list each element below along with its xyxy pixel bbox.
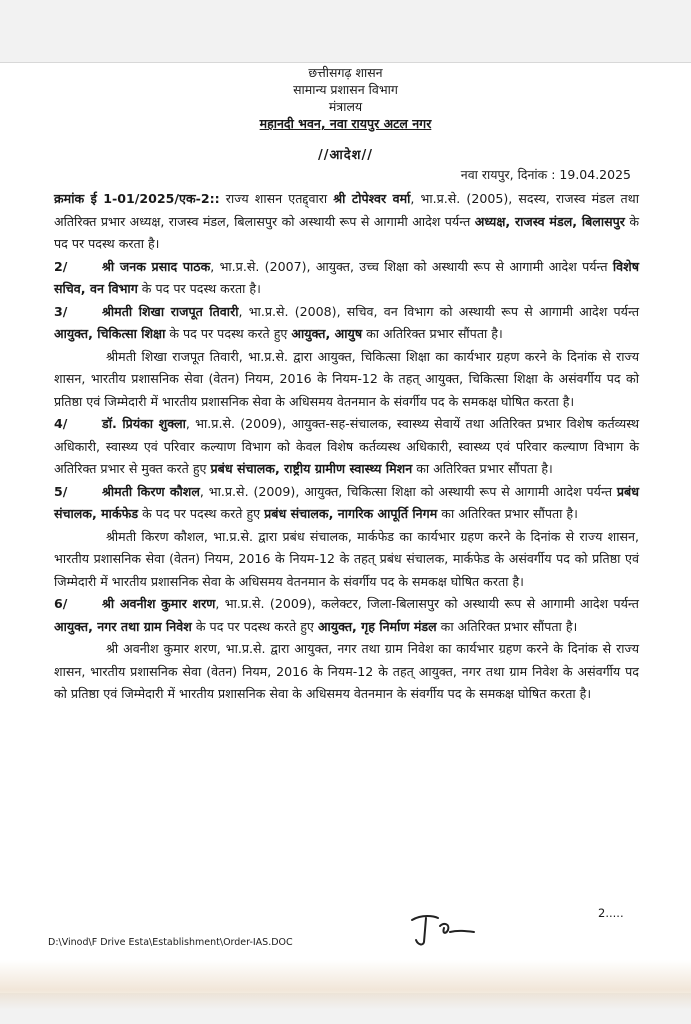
additional-charge: आयुक्त, गृह निर्माण मंडल — [317, 618, 437, 634]
officer-name: श्रीमती शिखा राजपूत तिवारी — [102, 303, 239, 319]
officer-name: डॉ. प्रियंका शुक्ला — [102, 416, 186, 431]
officer-name: श्री जनक प्रसाद पाठक — [102, 258, 211, 274]
order-number: क्रमांक ई 1-01/2025/एक-2:: — [54, 191, 220, 206]
paragraph-3: 3/ श्रीमती शिखा राजपूत तिवारी, भा.प्र.से. (2008), सचिव, वन विभाग को अस्थायी रूप से आगामी आदेश पर्यन्त आयुक्त, चिकित्सा शिक्षा के पद पर पदस्थ करते हुए आयुक्त, आयुष का अतिरिक्त प्रभार सौंपता है। — [54, 301, 639, 346]
officer-name: श्रीमती किरण कौशल — [102, 483, 200, 499]
page-bottom-edge — [0, 960, 691, 1010]
paragraph-5: 5/ श्रीमती किरण कौशल, भा.प्र.से. (2009), आयुक्त, चिकित्सा शिक्षा को अस्थायी रूप से आगामी आदेश पर्यन्त प्रबंध संचालक, मार्कफेड के पद पर पदस्थ करते हुए प्रबंध संचालक, नागरिक आपूर्ति निगम का अतिरिक्त प्रभार सौंपता है। — [54, 481, 639, 526]
next-page-marker: 2..... — [598, 906, 624, 920]
officer-name: श्री अवनीश कुमार शरण — [102, 596, 216, 611]
new-post: आयुक्त, नगर तथा ग्राम निवेश — [54, 618, 192, 634]
paragraph-1: क्रमांक ई 1-01/2025/एक-2:: राज्य शासन एतद्द्वारा श्री टोपेश्वर वर्मा, भा.प्र.से. (2005), सदस्य, राजस्व मंडल तथा अतिरिक्त प्रभार अध्यक्ष, राजस्व मंडल, बिलासपुर को अस्थायी रूप से आगामी आदेश पर्यन्त अध्यक्ष, राजस्व मंडल, बिलासपुर के पद पर पदस्थ करता है। — [54, 191, 639, 251]
signature-mark — [408, 912, 488, 948]
paragraph-6-note: श्री अवनीश कुमार शरण, भा.प्र.से. द्वारा आयुक्त, नगर तथा ग्राम निवेश का कार्यभार ग्रहण करने के दिनांक से राज्य शासन, भारतीय प्रशासनिक सेवा (वेतन) नियम, 2016 के नियम-12 के तहत् आयुक्त, नगर तथा ग्राम निवेश के असंवर्गीय पद को प्रतिष्ठा एवं जिम्मेदारी में भारतीय प्रशासनिक सेवा के अधिसमय वेतनमान के संवर्गीय पद के समकक्ष घोषित करता है। — [54, 641, 639, 701]
file-path-footer: D:\Vinod\F Drive Esta\Establishment\Order-IAS.DOC — [48, 937, 293, 948]
order-body — [54, 188, 639, 706]
order-title: //आदेश// — [317, 148, 374, 163]
para-number: 5/ — [54, 483, 68, 499]
order-date: नवा रायपुर, दिनांक : 19.04.2025 — [460, 167, 631, 182]
office-address: महानदी भवन, नवा रायपुर अटल नगर — [259, 116, 432, 131]
para-number: 3/ — [54, 303, 68, 319]
para-number: 2/ — [54, 258, 68, 274]
paragraph-3-note: श्रीमती शिखा राजपूत तिवारी, भा.प्र.से. द्वारा आयुक्त, चिकित्सा शिक्षा का कार्यभार ग्रहण करने के दिनांक से राज्य शासन, भारतीय प्रशासनिक सेवा (वेतन) नियम, 2016 के नियम-12 के तहत् आयुक्त, चिकित्सा शिक्षा के असंवर्गीय पद को प्रतिष्ठा एवं जिम्मेदारी में भारतीय प्रशासनिक सेवा के अधिसमय वेतनमान के संवर्गीय पद के समकक्ष घोषित करता है। — [54, 348, 639, 409]
officer-name: श्री टोपेश्वर वर्मा — [333, 191, 411, 206]
para-number: 6/ — [54, 596, 68, 611]
new-post: अध्यक्ष, राजस्व मंडल, बिलासपुर — [474, 213, 625, 229]
additional-charge: आयुक्त, आयुष — [291, 326, 363, 341]
new-post: विशेष सचिव, वन विभाग — [54, 258, 640, 296]
paragraph-6: 6/ श्री अवनीश कुमार शरण, भा.प्र.से. (2009), कलेक्टर, जिला-बिलासपुर को अस्थायी रूप से आगामी आदेश पर्यन्त आयुक्त, नगर तथा ग्राम निवेश के पद पर पदस्थ करते हुए आयुक्त, गृह निर्माण मंडल का अतिरिक्त प्रभार सौंपता है। — [54, 593, 639, 638]
letterhead — [0, 64, 691, 132]
paragraph-5-note: श्रीमती किरण कौशल, भा.प्र.से. द्वारा प्रबंध संचालक, मार्कफेड का कार्यभार ग्रहण करने के दिनांक से राज्य शासन, भारतीय प्रशासनिक सेवा (वेतन) नियम, 2016 के नियम-12 के तहत् प्रबंध संचालक, मार्कफेड के असंवर्गीय पद को प्रतिष्ठा एवं जिम्मेदारी में भारतीय प्रशासनिक सेवा के अधिसमय वेतनमान के संवर्गीय पद के समकक्ष घोषित करता है। — [54, 528, 639, 589]
additional-charge: प्रबंध संचालक, नागरिक आपूर्ति निगम — [264, 506, 438, 521]
new-post: आयुक्त, चिकित्सा शिक्षा — [54, 326, 166, 341]
paragraph-2: 2/ श्री जनक प्रसाद पाठक, भा.प्र.से. (2007), आयुक्त, उच्च शिक्षा को अस्थायी रूप से आगामी आदेश पर्यन्त विशेष सचिव, वन विभाग के पद पर पदस्थ करता है। — [54, 256, 639, 301]
additional-charge: प्रबंध संचालक, राष्ट्रीय ग्रामीण स्वास्थ्य मिशन — [210, 461, 413, 476]
govt-name: छत्तीसगढ़ शासन — [308, 65, 383, 80]
department-name: सामान्य प्रशासन विभाग — [293, 82, 398, 97]
para-number: 4/ — [54, 416, 68, 431]
paragraph-4: 4/ डॉ. प्रियंका शुक्ला, भा.प्र.से. (2009), आयुक्त-सह-संचालक, स्वास्थ्य सेवायें तथा अतिरिक्त प्रभार विशेष कर्तव्यस्थ अधिकारी, स्वास्थ्य एवं परिवार कल्याण विभाग को केवल विशेष कर्तव्यस्थ अधिकारी, स्वास्थ्य एवं परिवार कल्याण विभाग के अतिरिक्त प्रभार से मुक्त करते हुए प्रबंध संचालक, राष्ट्रीय ग्रामीण स्वास्थ्य मिशन का अतिरिक्त प्रभार सौंपता है। — [54, 413, 639, 481]
ministry-name: मंत्रालय — [328, 99, 363, 114]
new-post: प्रबंध संचालक, मार्कफेड — [54, 483, 639, 521]
